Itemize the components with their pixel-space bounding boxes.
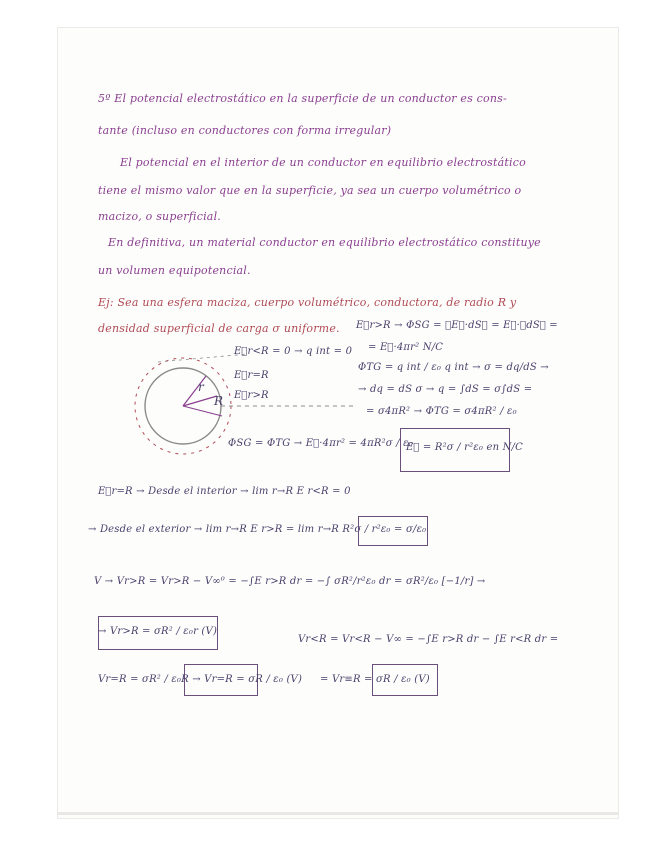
math-gauss-equality: ΦSG = ΦTG → E⃗·4πr² = 4πR²σ / ε₀ [228,438,413,449]
text-line-5: macizo, o superficial. [98,210,221,223]
notebook-page [58,28,618,818]
result-box-limit [358,516,428,546]
label-radius-R: R [214,394,224,408]
text-line-9: densidad superficial de carga σ uniforme. [98,322,340,335]
text-line-2: tante (incluso en conductores con forma irregular) [98,124,392,137]
math-potential-outside: V → Vr>R = Vr>R − V∞⁰ = −∫E r>R dr = −∫ σR²/r²ε₀ dr = σR²/ε₀ [−1/r] → [94,576,486,587]
math-field-result: E⃗ = R²σ / r²ε₀ en N/C [406,442,523,453]
text-line-4: tiene el mismo valor que en la superficie, ya sea un cuerpo volumétrico o [98,184,522,197]
math-potential-outside-result: → Vr>R = σR² / ε₀r (V) [98,626,218,637]
text-line-7: un volumen equipotencial. [98,264,251,277]
math-flux-result: = σ4πR² → ΦTG = σ4πR² / ε₀ [366,406,517,417]
math-charge: → dq = dS σ → q = ∫dS = σ∫dS = [358,384,533,395]
text-line-1: 5º El potencial electrostático en la superficie de un conductor es cons- [98,92,507,105]
text-line-6: En definitiva, un material conductor en equilibrio electrostático constituye [108,236,541,249]
math-flux-surface: E⃗r>R → ΦSG = ∮E⃗·dS⃗ = E⃗·∮dS⃗ = [356,320,558,331]
label-field-outside: E⃗r>R [234,390,269,401]
math-flux-total: ΦTG = q int / ε₀ q int → σ = dq/dS → [358,362,549,373]
label-radius-r: r [198,380,204,394]
label-field-surface: E⃗r=R [234,370,269,381]
math-potential-inside: Vr<R = Vr<R − V∞ = −∫E r>R dr − ∫E r<R dr = [298,634,559,645]
text-line-3: El potencial en el interior de un conductor en equilibrio electrostático [120,156,526,169]
math-potential-inside-result: = Vr≡R = σR / ε₀ (V) [320,674,430,685]
math-limit-exterior: → Desde el exterior → lim r→R E r>R = lim r→R R²σ / r²ε₀ = σ/ε₀ [88,524,427,535]
text-line-8: Ej: Sea una esfera maciza, cuerpo volumétrico, conductora, de radio R y [98,296,517,309]
math-limit-interior: E⃗r=R → Desde el interior → lim r→R E r<R = 0 [98,486,351,497]
page-bottom-edge [58,812,618,815]
label-field-inside: E⃗r<R = 0 → q int = 0 [234,346,353,357]
math-flux-area: = E⃗·4πr² N/C [368,342,444,353]
math-potential-surface: Vr=R = σR² / ε₀R → Vr=R = σR / ε₀ (V) [98,674,303,685]
